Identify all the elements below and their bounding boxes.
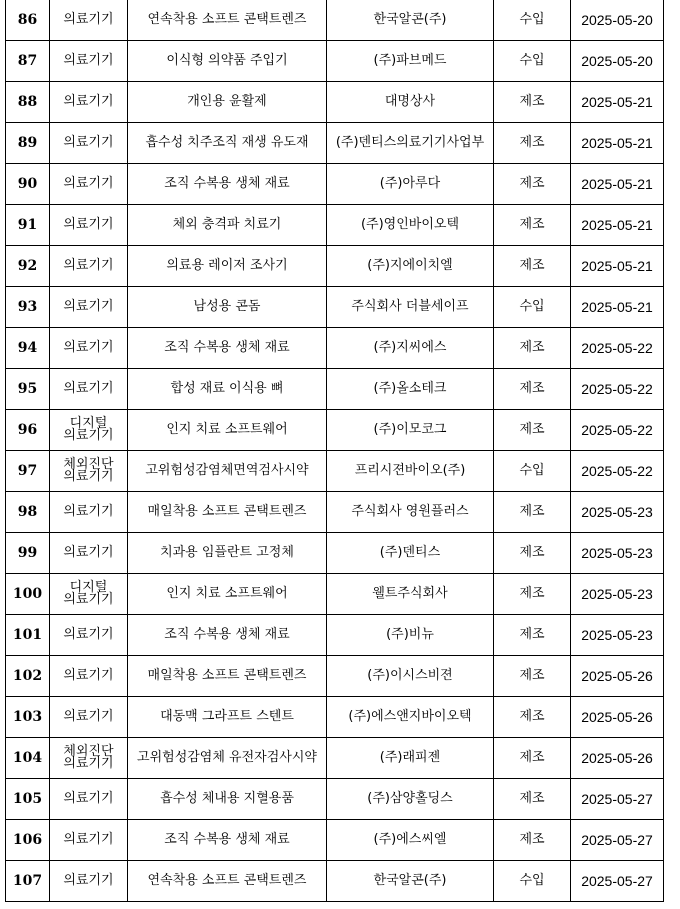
table-row [6,492,664,533]
product-cell: 흡수성 체내용 지혈용품 [128,779,327,820]
company-cell: (주)덴티스 [327,533,494,574]
company-cell: (주)삼양홀딩스 [327,779,494,820]
category-cell: 의료기기 [50,246,128,287]
table-row [6,328,664,369]
type-cell: 제조 [494,779,571,820]
product-cell: 이식형 의약품 주입기 [128,41,327,82]
company-cell: 대명상사 [327,82,494,123]
row-number: 105 [6,779,50,820]
category-cell: 의료기기 [50,779,128,820]
table-row [6,82,664,123]
table-row [6,123,664,164]
company-cell: 한국알콘(주) [327,0,494,41]
type-cell: 수입 [494,41,571,82]
type-cell: 제조 [494,697,571,738]
company-cell: (주)올소테크 [327,369,494,410]
product-cell: 대동맥 그라프트 스텐트 [128,697,327,738]
product-cell: 조직 수복용 생체 재료 [128,328,327,369]
table-row [6,615,664,656]
date-cell: 2025-05-21 [571,287,664,328]
table-row [6,533,664,574]
type-cell: 제조 [494,533,571,574]
table-row [6,287,664,328]
product-cell: 조직 수복용 생체 재료 [128,164,327,205]
product-cell: 조직 수복용 생체 재료 [128,820,327,861]
category-cell: 디지털 의료기기 [50,574,128,615]
table-row [6,0,664,41]
company-cell: (주)영인바이오텍 [327,205,494,246]
date-cell: 2025-05-22 [571,410,664,451]
category-cell: 의료기기 [50,287,128,328]
row-number: 96 [6,410,50,451]
product-cell: 남성용 콘돔 [128,287,327,328]
date-cell: 2025-05-21 [571,205,664,246]
category-cell: 의료기기 [50,328,128,369]
row-number: 104 [6,738,50,779]
row-number: 100 [6,574,50,615]
type-cell: 수입 [494,451,571,492]
company-cell: (주)래피젠 [327,738,494,779]
date-cell: 2025-05-20 [571,0,664,41]
type-cell: 수입 [494,287,571,328]
category-cell: 의료기기 [50,697,128,738]
category-cell: 의료기기 [50,861,128,902]
table-row [6,738,664,779]
table-row [6,410,664,451]
company-cell: (주)이모코그 [327,410,494,451]
product-cell: 합성 재료 이식용 뼈 [128,369,327,410]
date-cell: 2025-05-21 [571,246,664,287]
date-cell: 2025-05-23 [571,492,664,533]
type-cell: 제조 [494,82,571,123]
date-cell: 2025-05-26 [571,697,664,738]
product-cell: 연속착용 소프트 콘택트렌즈 [128,861,327,902]
row-number: 95 [6,369,50,410]
product-cell: 매일착용 소프트 콘택트렌즈 [128,656,327,697]
type-cell: 제조 [494,615,571,656]
row-number: 98 [6,492,50,533]
category-cell: 의료기기 [50,533,128,574]
product-cell: 인지 치료 소프트웨어 [128,574,327,615]
company-cell: 주식회사 영원플러스 [327,492,494,533]
company-cell: (주)파브메드 [327,41,494,82]
product-cell: 매일착용 소프트 콘택트렌즈 [128,492,327,533]
category-cell: 체외진단 의료기기 [50,451,128,492]
product-cell: 치과용 임플란트 고정체 [128,533,327,574]
date-cell: 2025-05-22 [571,328,664,369]
row-number: 103 [6,697,50,738]
company-cell: (주)이시스비젼 [327,656,494,697]
table-row [6,697,664,738]
company-cell: (주)지에이치엘 [327,246,494,287]
date-cell: 2025-05-23 [571,533,664,574]
company-cell: (주)비뉴 [327,615,494,656]
date-cell: 2025-05-23 [571,615,664,656]
category-cell: 의료기기 [50,820,128,861]
category-cell: 의료기기 [50,656,128,697]
table-row [6,861,664,902]
product-cell: 조직 수복용 생체 재료 [128,615,327,656]
type-cell: 제조 [494,205,571,246]
type-cell: 제조 [494,164,571,205]
date-cell: 2025-05-20 [571,41,664,82]
row-number: 91 [6,205,50,246]
category-cell: 의료기기 [50,369,128,410]
type-cell: 제조 [494,328,571,369]
row-number: 94 [6,328,50,369]
table-row [6,820,664,861]
company-cell: (주)아루다 [327,164,494,205]
row-number: 102 [6,656,50,697]
table-row [6,451,664,492]
table-row [6,369,664,410]
category-cell: 의료기기 [50,41,128,82]
row-number: 87 [6,41,50,82]
type-cell: 제조 [494,820,571,861]
date-cell: 2025-05-27 [571,861,664,902]
date-cell: 2025-05-22 [571,451,664,492]
row-number: 92 [6,246,50,287]
company-cell: (주)덴티스의료기기사업부 [327,123,494,164]
category-cell: 의료기기 [50,123,128,164]
row-number: 90 [6,164,50,205]
type-cell: 제조 [494,123,571,164]
category-cell: 의료기기 [50,164,128,205]
product-cell: 고위험성감염체면역검사시약 [128,451,327,492]
type-cell: 수입 [494,861,571,902]
product-cell: 고위험성감염체 유전자검사시약 [128,738,327,779]
table-row [6,246,664,287]
row-number: 107 [6,861,50,902]
type-cell: 제조 [494,410,571,451]
type-cell: 제조 [494,246,571,287]
type-cell: 수입 [494,0,571,41]
table-row [6,574,664,615]
category-cell: 의료기기 [50,205,128,246]
product-cell: 의료용 레이저 조사기 [128,246,327,287]
company-cell: (주)에스씨엘 [327,820,494,861]
type-cell: 제조 [494,738,571,779]
approval-table [5,0,664,902]
row-number: 93 [6,287,50,328]
row-number: 97 [6,451,50,492]
company-cell: 주식회사 더블세이프 [327,287,494,328]
product-cell: 연속착용 소프트 콘택트렌즈 [128,0,327,41]
type-cell: 제조 [494,574,571,615]
company-cell: (주)에스앤지바이오텍 [327,697,494,738]
row-number: 99 [6,533,50,574]
date-cell: 2025-05-26 [571,738,664,779]
row-number: 86 [6,0,50,41]
category-cell: 의료기기 [50,82,128,123]
product-cell: 흡수성 치주조직 재생 유도재 [128,123,327,164]
table-row [6,41,664,82]
product-cell: 체외 충격파 치료기 [128,205,327,246]
row-number: 89 [6,123,50,164]
product-cell: 인지 치료 소프트웨어 [128,410,327,451]
row-number: 88 [6,82,50,123]
table-row [6,205,664,246]
date-cell: 2025-05-26 [571,656,664,697]
date-cell: 2025-05-21 [571,123,664,164]
row-number: 106 [6,820,50,861]
date-cell: 2025-05-27 [571,779,664,820]
product-cell: 개인용 윤활제 [128,82,327,123]
table-row [6,779,664,820]
category-cell: 디지털 의료기기 [50,410,128,451]
company-cell: (주)지씨에스 [327,328,494,369]
date-cell: 2025-05-22 [571,369,664,410]
category-cell: 의료기기 [50,0,128,41]
date-cell: 2025-05-23 [571,574,664,615]
company-cell: 웰트주식회사 [327,574,494,615]
table-row [6,164,664,205]
category-cell: 의료기기 [50,492,128,533]
category-cell: 의료기기 [50,615,128,656]
approval-table-body [6,0,664,902]
row-number: 101 [6,615,50,656]
date-cell: 2025-05-27 [571,820,664,861]
date-cell: 2025-05-21 [571,82,664,123]
type-cell: 제조 [494,369,571,410]
date-cell: 2025-05-21 [571,164,664,205]
company-cell: 프리시젼바이오(주) [327,451,494,492]
table-row [6,656,664,697]
category-cell: 체외진단 의료기기 [50,738,128,779]
type-cell: 제조 [494,492,571,533]
type-cell: 제조 [494,656,571,697]
company-cell: 한국알콘(주) [327,861,494,902]
